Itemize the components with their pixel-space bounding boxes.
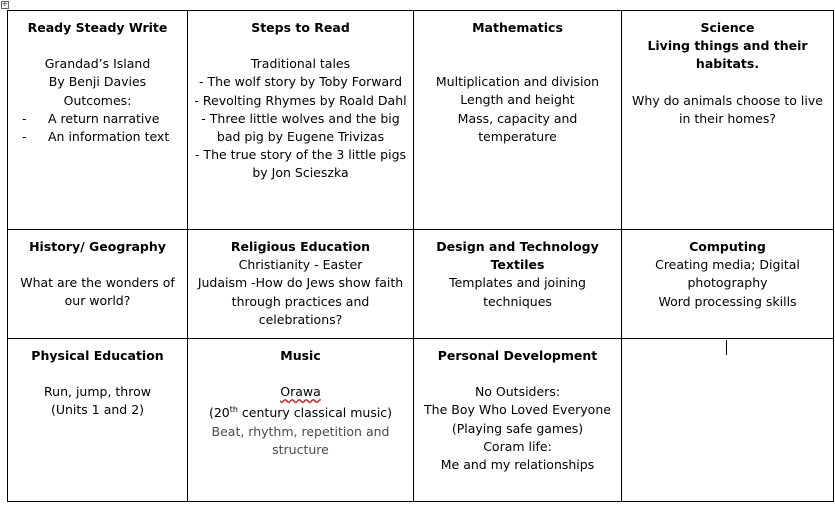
cell-physical-education[interactable] (8, 339, 188, 502)
cell-ready-steady-write[interactable] (8, 11, 188, 230)
cell-religious-education[interactable] (188, 230, 414, 339)
cell-personal-development[interactable] (414, 339, 622, 502)
list-item: - The true story of the 3 little pigs by Jon Scieszka (194, 147, 407, 181)
pe-line-2: (Units 1 and 2) (50, 402, 145, 418)
book-author: By Benji Davies (48, 74, 147, 90)
cell-heading: Steps to Read (251, 20, 350, 35)
cell-history-geography[interactable] (8, 230, 188, 339)
re-line-1: Christianity - Easter (238, 257, 363, 273)
list-item: Mass, capacity and temperature (457, 110, 578, 144)
cell-science[interactable] (622, 11, 834, 230)
cell-subheading: Textiles (490, 257, 545, 273)
list-item: (Playing safe games) (451, 420, 584, 436)
text-cursor (726, 340, 727, 355)
table-row (8, 339, 834, 502)
list-item: - A return narrative (20, 110, 181, 128)
cell-empty[interactable] (622, 339, 834, 502)
curriculum-table (7, 10, 834, 502)
dt-text: Templates and joining techniques (449, 275, 586, 309)
cell-design-technology[interactable] (414, 230, 622, 339)
question-text: Why do animals choose to live in their homes? (632, 92, 823, 126)
book-title: Grandad’s Island (44, 56, 151, 72)
table-row (8, 230, 834, 339)
table-row (8, 11, 834, 230)
cell-steps-to-read[interactable] (188, 11, 414, 230)
list-item: Length and height (460, 92, 575, 108)
cell-subheading: Living things and their habitats. (647, 38, 808, 72)
cell-heading: Mathematics (472, 20, 563, 35)
list-item: - Three little wolves and the big bad pig by Eugene Trivizas (201, 110, 400, 145)
list-item: - Revolting Rhymes by Roald Dahl (194, 92, 407, 108)
question-text: What are the wonders of our world? (20, 275, 175, 309)
list-item: Multiplication and division (435, 74, 600, 90)
cell-music[interactable] (188, 339, 414, 502)
intro-text: Traditional tales (250, 56, 351, 72)
cell-heading: Science (700, 20, 755, 35)
cell-heading: Personal Development (437, 348, 598, 363)
cell-heading: History/ Geography (29, 239, 166, 254)
list-item: The Boy Who Loved Everyone (424, 402, 611, 418)
outcomes-list (14, 110, 181, 146)
list-item: - An information text (20, 128, 181, 146)
cell-heading: Physical Education (31, 348, 164, 363)
cell-mathematics[interactable] (414, 11, 622, 230)
list-item: No Outsiders: (474, 384, 561, 400)
cell-heading: Computing (689, 239, 766, 254)
pe-line-1: Run, jump, throw (44, 384, 151, 400)
list-item: - The wolf story by Toby Forward (198, 74, 403, 90)
list-item: Coram life: (483, 438, 552, 454)
cell-heading: Religious Education (230, 239, 371, 254)
music-piece: Orawa (280, 384, 321, 400)
cell-computing[interactable] (622, 230, 834, 339)
cell-heading: Design and Technology (436, 239, 599, 254)
computing-line-2: Word processing skills (658, 293, 797, 309)
cell-heading: Music (280, 348, 321, 363)
list-item: Me and my relationships (440, 457, 595, 473)
music-elements: Beat, rhythm, repetition and structure (211, 423, 390, 457)
cell-heading: Ready Steady Write (27, 20, 168, 35)
re-line-2: Judaism -How do Jews show faith through practices and celebrations? (197, 275, 404, 327)
music-century: (20th century classical music) (208, 405, 393, 421)
outcomes-label: Outcomes: (63, 92, 132, 108)
computing-line-1: Creating media; Digital photography (655, 257, 800, 291)
table-move-handle-icon[interactable]: ✛ (2, 1, 8, 8)
